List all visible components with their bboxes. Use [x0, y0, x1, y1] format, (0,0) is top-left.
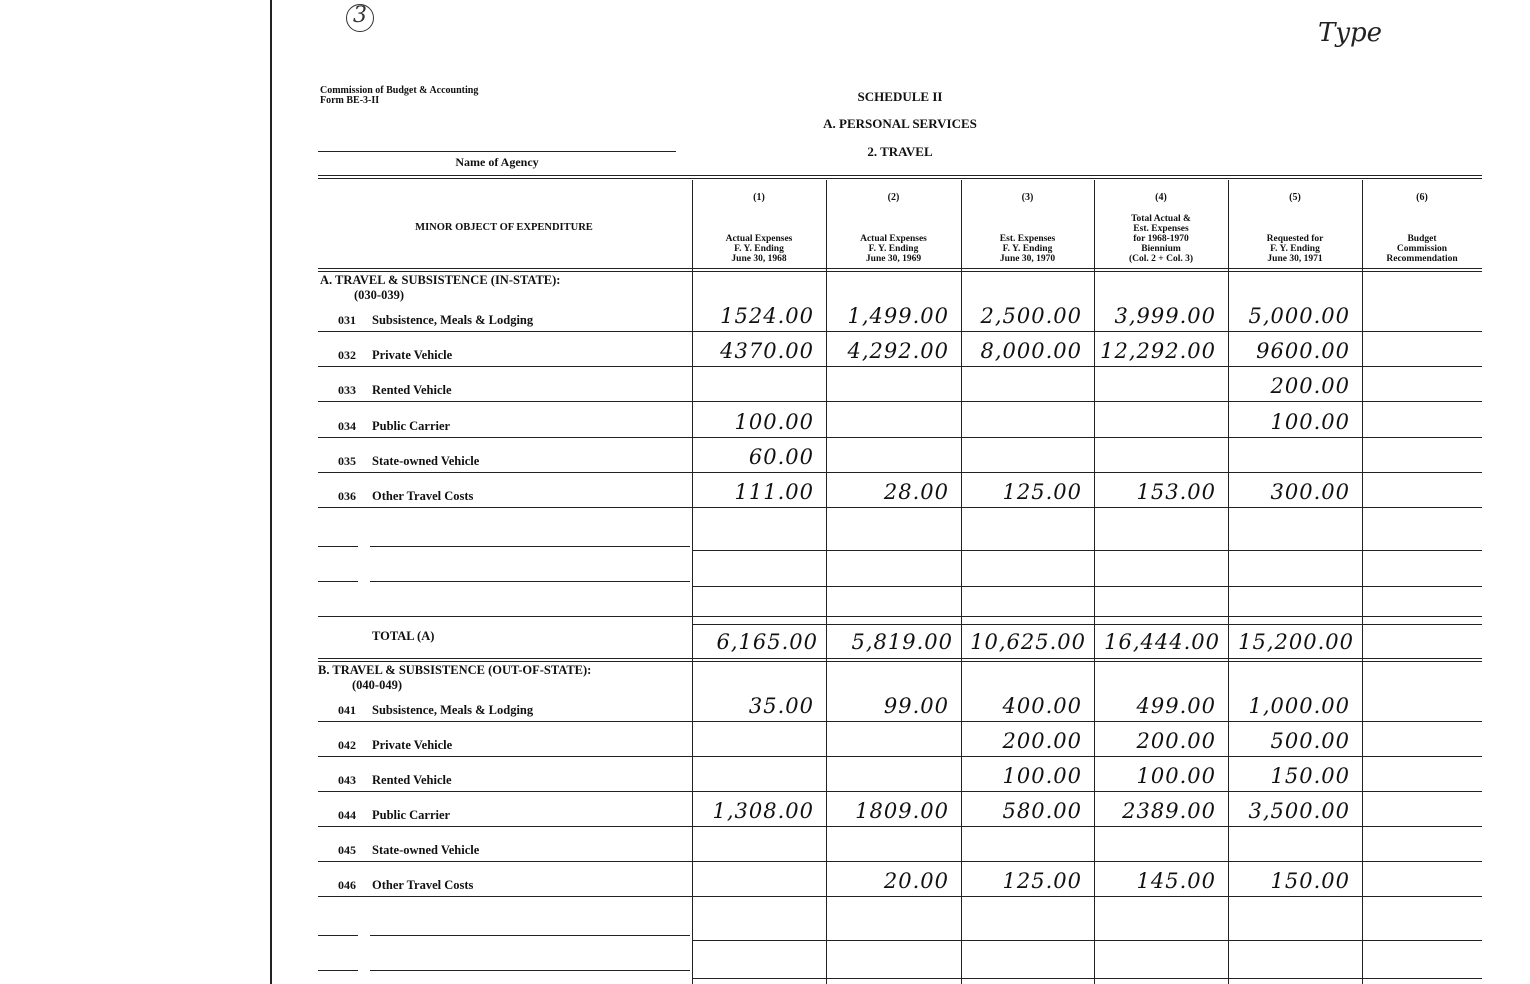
- blank-row-rule: [692, 624, 1482, 625]
- column-header-line: Total Actual &: [1131, 214, 1191, 224]
- row-label: State-owned Vehicle: [372, 843, 480, 857]
- row-value: 500.00: [1270, 729, 1350, 753]
- blank-line: [318, 935, 358, 936]
- total-rule: [318, 658, 1482, 659]
- row-label: Subsistence, Meals & Lodging: [372, 703, 534, 717]
- column-number: (1): [753, 192, 765, 203]
- blank-line: [370, 970, 690, 971]
- row-rule: [318, 366, 1482, 367]
- row-value: 150.00: [1270, 764, 1350, 788]
- row-code: 032: [338, 348, 356, 363]
- column-divider: [961, 180, 962, 984]
- row-code: 046: [338, 878, 356, 892]
- blank-row-rule: [692, 940, 1482, 941]
- column-header-line: F. Y. Ending: [1002, 244, 1053, 254]
- section-a-range: (030-039): [354, 288, 404, 302]
- row-code: 041: [338, 703, 356, 717]
- blank-line: [318, 581, 358, 582]
- blank-line: [370, 935, 690, 936]
- row-value: 99.00: [883, 694, 949, 718]
- blank-row-rule: [692, 978, 1482, 979]
- row-value: 2389.00: [1122, 799, 1216, 823]
- row-value: 100.00: [1002, 764, 1082, 788]
- row-rule: [318, 437, 1482, 438]
- schedule-title: SCHEDULE II: [857, 89, 943, 104]
- row-value: 125.00: [1002, 869, 1082, 893]
- total-value: 6,165.00: [716, 630, 818, 654]
- row-rule: [318, 756, 1482, 757]
- section-b-heading: B. TRAVEL & SUBSISTENCE (OUT-OF-STATE):: [318, 663, 592, 677]
- row-rule: [318, 721, 1482, 722]
- row-value: 1524.00: [720, 304, 814, 328]
- section-a-heading: A. TRAVEL & SUBSISTENCE (IN-STATE):: [320, 273, 561, 287]
- row-value: 1,308.00: [712, 799, 814, 823]
- row-value: 3,999.00: [1114, 304, 1216, 328]
- row-code: 042: [338, 738, 356, 752]
- row-rule: [318, 507, 1482, 508]
- column-header-line: (Col. 2 + Col. 3): [1129, 254, 1193, 264]
- row-value: 4370.00: [720, 339, 814, 364]
- row-value: 580.00: [1002, 799, 1082, 823]
- total-value: 5,819.00: [851, 630, 953, 654]
- row-value: 8,000.00: [980, 339, 1082, 364]
- column-header-line: June 30, 1968: [731, 254, 787, 264]
- row-code: 034: [338, 418, 356, 433]
- form-number: Form BE-3-II: [320, 95, 380, 106]
- column-divider: [1094, 180, 1095, 984]
- page-margin-line: [270, 0, 272, 984]
- row-value: 60.00: [748, 444, 814, 469]
- row-value: 153.00: [1136, 480, 1216, 504]
- row-label: Public Carrier: [372, 808, 451, 822]
- column-header-line: June 30, 1970: [999, 254, 1056, 264]
- header-rule-2: [318, 271, 1482, 272]
- top-rule-2: [318, 178, 1482, 179]
- row-rule: [318, 826, 1482, 827]
- column-number: (5): [1289, 192, 1301, 203]
- total-value: 15,200.00: [1238, 630, 1354, 654]
- column-number: (6): [1416, 192, 1428, 203]
- column-header: [826, 234, 961, 264]
- circled-number-text: 3: [353, 3, 367, 28]
- row-value: 400.00: [1002, 694, 1082, 718]
- column-header-line: for 1968-1970: [1133, 234, 1189, 244]
- column-header-line: Actual Expenses: [860, 234, 927, 244]
- section-a-title: [320, 273, 560, 303]
- column-number: (2): [887, 192, 900, 203]
- agency-name-line: [318, 151, 676, 152]
- column-header-line: F. Y. Ending: [734, 244, 784, 254]
- total-rule-2: [318, 661, 1482, 662]
- column-header: [692, 234, 826, 264]
- row-value: 1809.00: [855, 799, 949, 823]
- row-value: 28.00: [883, 480, 949, 504]
- row-value: 200.00: [1136, 729, 1216, 753]
- column-header-line: Commission: [1396, 244, 1448, 254]
- row-rule: [318, 331, 1482, 332]
- row-value: 145.00: [1136, 869, 1216, 893]
- row-value: 9600.00: [1256, 339, 1350, 364]
- form-agency-line: Commission of Budget & Accounting: [320, 85, 479, 96]
- row-label: State-owned Vehicle: [372, 453, 480, 468]
- column-header-line: Recommendation: [1386, 254, 1458, 264]
- column-number: (3): [1021, 192, 1034, 203]
- column-divider: [692, 180, 693, 984]
- total-value: 16,444.00: [1104, 630, 1220, 654]
- column-header-line: Budget: [1407, 234, 1437, 244]
- row-value: 100.00: [1270, 409, 1350, 434]
- handwritten-type-note: Type: [1318, 18, 1383, 48]
- row-value: 150.00: [1270, 869, 1350, 893]
- row-value: 1,000.00: [1248, 694, 1350, 718]
- row-value: 20.00: [883, 869, 949, 893]
- row-label: Rented Vehicle: [372, 773, 452, 787]
- row-rule: [318, 896, 1482, 897]
- row-value: 499.00: [1136, 694, 1216, 718]
- row-value: 111.00: [734, 480, 814, 504]
- column-header: [961, 234, 1094, 264]
- row-value: 100.00: [734, 409, 814, 434]
- column-header-line: Biennium: [1141, 244, 1181, 254]
- column-header-line: Est. Expenses: [999, 234, 1056, 244]
- form-identifier: [320, 86, 478, 106]
- column-divider: [826, 180, 827, 984]
- row-value: 300.00: [1270, 480, 1350, 504]
- column-number: (4): [1155, 192, 1167, 203]
- blank-line: [370, 546, 690, 547]
- row-rule: [318, 401, 1482, 402]
- row-value: 200.00: [1270, 374, 1350, 399]
- column-header-line: F. Y. Ending: [868, 244, 919, 254]
- row-label: Other Travel Costs: [372, 878, 474, 892]
- row-value: 5,000.00: [1248, 304, 1350, 328]
- row-value: 4,292.00: [847, 339, 949, 364]
- column-header-line: Actual Expenses: [725, 234, 793, 244]
- row-value: 125.00: [1002, 480, 1082, 504]
- row-value: 2,500.00: [980, 304, 1082, 328]
- blank-line: [318, 546, 358, 547]
- section-b-range: (040-049): [352, 678, 402, 692]
- row-value: 12,292.00: [1100, 339, 1216, 364]
- section-title: A. PERSONAL SERVICES: [823, 116, 977, 131]
- row-code: 033: [338, 383, 356, 398]
- column-header-line: Requested for: [1266, 234, 1324, 244]
- header-rule: [318, 268, 1482, 269]
- row-rule: [318, 861, 1482, 862]
- total-value: 10,625.00: [970, 630, 1086, 654]
- column-header: [1362, 234, 1482, 264]
- row-code: 045: [338, 843, 356, 857]
- row-label: Private Vehicle: [372, 348, 453, 363]
- row-value: 1,499.00: [847, 304, 949, 328]
- subsection-title: 2. TRAVEL: [867, 144, 933, 159]
- row-rule: [318, 472, 1482, 473]
- minor-object-header: MINOR OBJECT OF EXPENDITURE: [415, 222, 593, 233]
- blank-line: [370, 581, 690, 582]
- top-rule: [318, 175, 1482, 176]
- row-label: Subsistence, Meals & Lodging: [372, 313, 534, 327]
- pre-total-rule: [318, 616, 1482, 617]
- blank-row-rule: [692, 586, 1482, 587]
- agency-name-label: Name of Agency: [455, 155, 539, 169]
- column-header: [1094, 214, 1228, 264]
- column-header-line: June 30, 1971: [1267, 254, 1323, 264]
- row-code: 035: [338, 453, 356, 468]
- row-label: Other Travel Costs: [372, 489, 474, 503]
- column-divider: [1228, 180, 1229, 984]
- row-label: Private Vehicle: [372, 738, 453, 752]
- row-value: 100.00: [1136, 764, 1216, 788]
- row-code: 044: [338, 808, 356, 822]
- row-rule: [318, 791, 1482, 792]
- section-b-title: [318, 663, 591, 693]
- row-value: 200.00: [1002, 729, 1082, 753]
- column-divider: [1362, 180, 1363, 984]
- column-header: [1228, 234, 1362, 264]
- row-value: 35.00: [748, 694, 814, 718]
- row-value: 3,500.00: [1248, 799, 1350, 823]
- row-code: 043: [338, 773, 356, 787]
- row-code: 031: [338, 313, 356, 327]
- row-label: Rented Vehicle: [372, 383, 452, 398]
- row-code: 036: [338, 489, 356, 503]
- row-label: Public Carrier: [372, 418, 451, 433]
- blank-row-rule: [692, 550, 1482, 551]
- column-header-line: Est. Expenses: [1133, 224, 1189, 234]
- column-header-line: June 30, 1969: [865, 254, 922, 264]
- blank-line: [318, 970, 358, 971]
- total-a-label: TOTAL (A): [372, 629, 435, 643]
- column-header-line: F. Y. Ending: [1270, 244, 1320, 254]
